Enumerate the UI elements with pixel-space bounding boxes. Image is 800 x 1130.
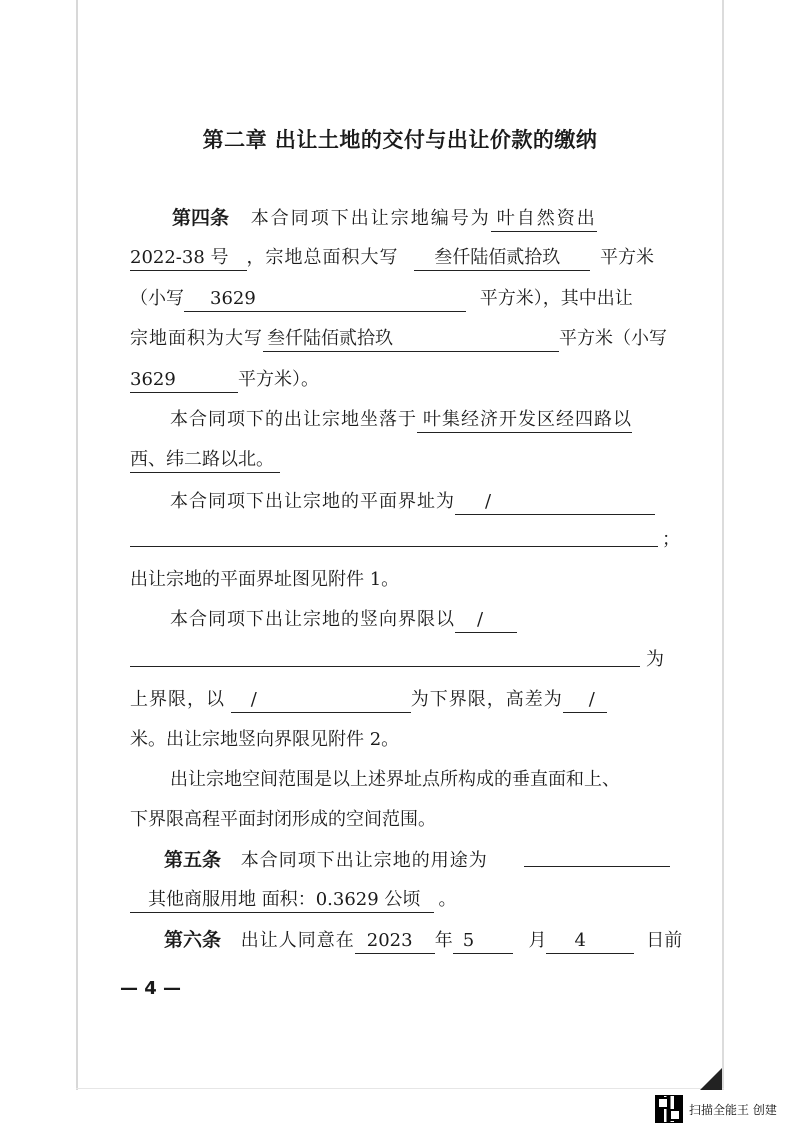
art4-boundary-line3: 出让宗地的平面界址图见附件 1。	[130, 569, 400, 590]
art4-l3-tail: 平方米），其中出让	[479, 288, 633, 309]
art6-label: 第六条	[164, 929, 222, 951]
art4-l4-text: 宗地面积为大写	[130, 328, 263, 349]
art4-granted-area-digits: 3629	[130, 368, 238, 393]
scanner-label: 扫描全能王 创建	[689, 1102, 777, 1117]
art4-space-line2: 下界限高程平面封闭形成的空间范围。	[130, 809, 436, 830]
page-number: — 4 —	[120, 978, 182, 999]
art4-boundary-end: ；	[662, 529, 680, 550]
art4-line4	[130, 327, 667, 352]
art6-day-unit: 日前	[646, 930, 683, 951]
art4-total-area-digits: 3629	[184, 287, 466, 312]
page-corner-fold	[700, 1068, 722, 1090]
art4-vertical-blank-line	[130, 666, 640, 667]
art6-year-unit: 年	[434, 930, 453, 951]
art6-year-fill: 2023	[355, 929, 435, 954]
art4-lower-limit-fill: /	[231, 688, 411, 713]
art4-granted-area-words: 叁仟陆佰贰拾玖	[263, 327, 559, 352]
art6-month-fill: 5	[453, 929, 513, 954]
art4-l4-tail: 平方米（小写	[559, 328, 667, 349]
art4-vertical-wei: 为	[646, 649, 664, 670]
art4-location-fill-cont: 西、纬二路以北。	[130, 448, 280, 473]
art4-location-line2	[130, 448, 280, 473]
art4-p3-text: 本合同项下出让宗地的平面界址为	[170, 491, 455, 512]
art4-l2-unit: 平方米	[600, 247, 654, 268]
art4-boundary-blank-line	[130, 546, 658, 547]
art4-p4-l3a: 上界限，以	[130, 689, 225, 710]
art6-month-unit: 月	[528, 930, 547, 951]
art5-use-blank	[524, 866, 670, 867]
art4-l1-text: 本合同项下出让宗地编号为	[250, 208, 491, 229]
art4-l3-text: （小写	[130, 288, 184, 309]
art5-line2	[130, 888, 456, 913]
page-edge-right	[722, 0, 724, 1090]
art4-p4-text: 本合同项下出让宗地的竖向界限以	[170, 609, 455, 630]
art5-end: 。	[438, 889, 457, 910]
art4-line1	[130, 206, 597, 232]
art5-text: 本合同项下出让宗地的用途为	[240, 850, 488, 871]
art4-vertical-line1	[130, 608, 517, 633]
chapter-title: 第二章 出让土地的交付与出让价款的缴纳	[202, 128, 598, 152]
art4-vertical-line4: 米。出让宗地竖向界限见附件 2。	[130, 729, 400, 750]
art4-vertical-fill: /	[455, 608, 517, 633]
art6-line1	[130, 928, 682, 954]
art4-total-area-words: 叁仟陆佰贰拾玖	[414, 246, 590, 271]
page-edge-bottom	[76, 1088, 724, 1089]
art4-boundary-fill: /	[455, 490, 655, 515]
art4-p2-text: 本合同项下的出让宗地坐落于	[170, 409, 417, 430]
page-edge-left	[76, 0, 78, 1090]
art4-location-fill: 叶集经济开发区经四路以	[417, 408, 632, 433]
art5-label: 第五条	[164, 849, 222, 871]
art4-line3	[130, 287, 633, 312]
art4-parcel-no-part1: 叶自然资出	[491, 207, 597, 232]
scanner-watermark	[655, 1094, 777, 1124]
art4-p4-l3b: 为下界限，高差为	[410, 689, 563, 710]
art4-boundary-line1	[130, 490, 655, 515]
art5-line1	[130, 848, 488, 873]
art4-line2	[130, 246, 654, 271]
art4-height-diff-fill: /	[563, 688, 607, 713]
art6-day-fill: 4	[546, 929, 634, 954]
art4-parcel-no-part2: 2022-38 号	[130, 246, 247, 271]
art6-text: 出让人同意在	[240, 930, 355, 951]
art4-l2-text: ，宗地总面积大写	[246, 247, 399, 268]
art4-space-line1: 出让宗地空间范围是以上述界址点所构成的垂直面和上、	[170, 769, 620, 790]
art4-location-line1	[130, 408, 632, 433]
art4-label: 第四条	[172, 207, 230, 229]
art4-vertical-line3	[130, 688, 607, 713]
art4-l5-tail: 平方米）。	[238, 369, 319, 390]
art4-line5	[130, 368, 319, 393]
qr-code-icon	[655, 1095, 683, 1123]
art5-use-fill: 其他商服用地 面积：0.3629 公顷	[130, 888, 434, 913]
